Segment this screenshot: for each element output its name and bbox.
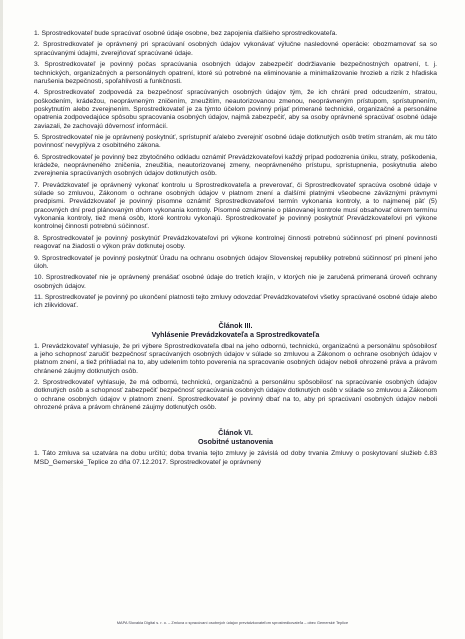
article-3-body — [34, 343, 437, 413]
article-title: Článok VI. — [218, 428, 253, 438]
paragraph: 11. Sprostredkovateľ je povinný po ukončení platnosti tejto zmluvy odovzdať Prevádzkovateľovi všetky spracúvané osobné údaje alebo ich zlikvidovať. — [34, 294, 437, 310]
paragraph: 2. Sprostredkovateľ vyhlasuje, že má odbornú, technickú, organizačnú a personálnu spôsobilosť na spracúvanie osobných údajov dotknutých osôb a schopnosť zabezpečiť bezpečnosť spracúvania osobných údajov dotknutých osôb v súlade so zmluvou a Zákonom o ochrane osobných údajov v platnom znení. Sprostredkovateľ je povinný dbať na to, aby pri spracúvaní osobných údajov neboli ohrozené práva a právom chránené záujmy dotknutých osôb. — [34, 379, 437, 412]
page-footer: MAPA Slovakia Digital s. r. o. – Zmluva o spracúvaní osobných údajov prevádzkovateľom sprostredkovateľa – obec Gemerské Teplice — [116, 621, 349, 625]
paragraph: 9. Sprostredkovateľ je povinný poskytnúť Úradu na ochranu osobných údajov Slovenskej republiky potrebnú súčinnosť pri plnení jeho úloh. — [34, 254, 437, 270]
paragraph: 1. Prevádzkovateľ vyhlasuje, že pri výbere Sprostredkovateľa dbal na jeho odbornú, technickú, organizačnú a personálnu spôsobilosť a jeho schopnosť zaručiť bezpečnosť spracúvaných osobných údajov v súlade so zmluvou a Zákonom o ochrane osobných údajov v platnom znení, a tiež prihliadal na to, aby udelením tohto poverenia na spracovanie osobných údajov neboli ohrozené práva a právom chránené záujmy dotknutých osôb. — [34, 342, 437, 375]
paragraph: 2. Sprostredkovateľ je oprávnený pri spracúvaní osobných údajov vykonávať výlučne nasledovné operácie: obozmamovať sa so spracúvanými údajmi, zverejňovať spracúvané údaje. — [34, 41, 437, 57]
paragraph: 7. Prevádzkovateľ je oprávnený vykonať kontrolu u Sprostredkovateľa a preverovať, či Sprostredkovateľ spracúva osobné údaje v súlade so zmluvou, Zákonom o ochrane osobných údajov v platnom znení a ďalšími platnými všeobecne záväznými právnymi predpismi. Prevádzkovateľ je povinný písomne oznámiť Sprostredkovateľovi termín vykonania kontroly, a to najmenej päť (5) pracovných dní pred plánovaným dňom vykonania kontroly. Písomné oznámenie o plánovanej kontrole musí obsahovať okrem termínu vykonania kontroly, tiež mená osôb, ktoré kontrolu vykonajú. Sprostredkovateľ je povinný poskytnúť Prevádzkovateľovi pri výkone kontrolnej činnosti potrebnú súčinnosť. — [34, 181, 437, 231]
article-subtitle: Vyhlásenie Prevádzkovateľa a Sprostredkovateľa — [151, 329, 320, 339]
article-6-heading — [34, 428, 437, 446]
paragraph: 8. Sprostredkovateľ je povinný poskytnúť Prevádzkovateľovi pri výkone kontrolnej činnosti potrebnú súčinnosť pri plnení povinnosti reagovať na žiadosti o výkon práv dotknutej osoby. — [34, 234, 437, 251]
paragraph: 5. Sprostredkovateľ nie je oprávnený poskytnúť, sprístupniť a/alebo zverejniť osobné údaje dotknutých osôb tretím stranám, ak mu táto povinnosť nevyplýva z osobitného zákona. — [34, 134, 437, 150]
article-3-heading — [34, 321, 437, 339]
paragraph: 1. Táto zmluva sa uzatvára na dobu určitú; doba trvania tejto zmluvy je závislá od doby trvania Zmluvy o poskytovaní služieb č.83 MSD_Gemerské_Teplice zo dňa 07.12.2017. Sprostredkovateľ je oprávnený — [34, 450, 437, 466]
paragraph: 3. Sprostredkovateľ je povinný počas spracúvania osobných údajov zabezpečiť dodržiavanie bezpečnostných opatrení, t. j. technických, organizačných a personálnych opatrení, ktoré sú potrebné na eliminovanie a minimalizovanie hrozieb a rizík z hľadiska narušenia bezpečnosti, spoľahlivosti a funkčnosti. — [34, 61, 437, 85]
paragraph: 1. Sprostredkovateľ bude spracúvať osobné údaje osobne, bez zapojenia ďalšieho sprostredkovateľa. — [34, 30, 338, 37]
scan-edge — [0, 0, 3, 639]
paragraph: 10. Sprostredkovateľ nie je oprávnený prenášať osobné údaje do tretích krajín, v ktorých nie je zaručená primeraná úroveň ochrany osobných údajov. — [34, 274, 437, 290]
paragraph: 6. Sprostredkovateľ je povinný bez zbytočného odkladu oznámiť Prevádzkovateľovi každý prípad podozrenia úniku, straty, poškodenia, krádeže, neoprávneného zničenia, zneužitia, neautorizovanej zmeny, neoprávneného prístupu, sprístupnenia, poskytnutia alebo zverejnenia spracúvaných osobných údajov dotknutých osôb. — [34, 153, 437, 178]
paragraph: 4. Sprostredkovateľ zodpovedá za bezpečnosť spracúvaných osobných údajov tým, že ich chráni pred odcudzením, stratou, poškodením, krádežou, neoprávneným zničením, zneužitím, neautorizovanou zmenou, neoprávneným prístupom, sprístupnením, poskytnutím alebo zverejnením. Sprostredkovateľ je za týmto účelom povinný prijať primerané technické, organizačné a personálne opatrenia zodpovedajúce spôsobu spracovania osobných údajov, najmä zabezpečiť, aby sa osoby oprávnené spracúvať osobné údaje zaviazali, že zachovajú dôvernosť informácií. — [34, 89, 437, 130]
article-title: Článok III. — [218, 320, 253, 330]
article-subtitle: Osobitné ustanovenia — [197, 437, 274, 447]
article-6-body — [34, 450, 437, 467]
article-2-body — [34, 30, 437, 311]
